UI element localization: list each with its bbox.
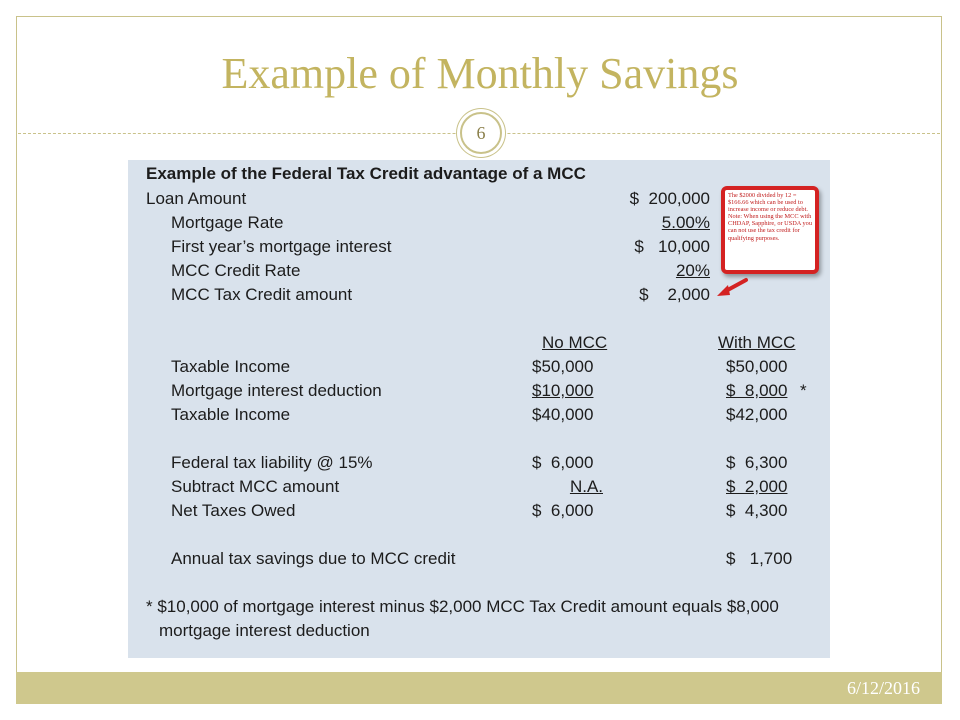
table-heading: Example of the Federal Tax Credit advantage of a MCC [146,164,586,183]
savings-value: $ 1,700 [726,549,793,568]
row-with-mcc-value: $ 6,300 [726,453,788,472]
row-label: Federal tax liability @ 15% [171,453,373,472]
mcc-credit-rate-value: 20% [675,261,710,280]
row-no-mcc-value: $10,000 [532,381,594,400]
loan-amount-value: $ 200,000 [629,189,710,208]
row-label: Taxable Income [171,405,291,424]
footnote-line-1: * $10,000 of mortgage interest minus $2,000 MCC Tax Credit amount equals $8,000 [146,597,779,616]
row-no-mcc-value: $50,000 [532,357,594,376]
mcc-credit-rate-label: MCC Credit Rate [171,261,301,280]
mcc-tax-credit-label: MCC Tax Credit amount [171,285,353,304]
row-with-mcc-value: $ 4,300 [726,501,788,520]
row-with-mcc-value: $ 2,000 [726,477,788,496]
row-label: Taxable Income [171,357,291,376]
slide-number: 6 [460,112,502,154]
footer-bar [16,672,942,704]
footnote-marker: * [800,381,807,400]
row-no-mcc-value: $ 6,000 [532,453,594,472]
row-label: Net Taxes Owed [171,501,296,520]
callout-note: The $2000 divided by 12 = $166.66 which can be used to increase income or reduce debt. Note: When using the MCC with CHDAP, Sapphire, or USDA you can not use the tax credit for qualifying purposes. [721,186,819,274]
mortgage-rate-label: Mortgage Rate [171,213,284,232]
mcc-tax-credit-value: $ 2,000 [639,285,710,304]
row-with-mcc-value: $ 8,000 [726,381,788,400]
col-header-no-mcc: No MCC [542,333,608,352]
row-no-mcc-value: N.A. [569,477,603,496]
row-with-mcc-value: $50,000 [726,357,788,376]
row-no-mcc-value: $ 6,000 [532,501,594,520]
row-no-mcc-value: $40,000 [532,405,594,424]
savings-label: Annual tax savings due to MCC credit [171,549,456,568]
slide-date: 6/12/2016 [846,678,920,698]
first-year-interest-label: First year’s mortgage interest [171,237,392,256]
loan-amount-label: Loan Amount [146,189,247,208]
slide-title: Example of Monthly Savings [221,49,739,98]
col-header-with-mcc: With MCC [718,333,796,352]
row-with-mcc-value: $42,000 [726,405,788,424]
mortgage-rate-value: 5.00% [661,213,710,232]
footnote-line-2: mortgage interest deduction [159,621,370,640]
first-year-interest-value: $ 10,000 [634,237,710,256]
red-arrow-icon [715,276,749,298]
row-label: Mortgage interest deduction [171,381,382,400]
row-label: Subtract MCC amount [171,477,340,496]
